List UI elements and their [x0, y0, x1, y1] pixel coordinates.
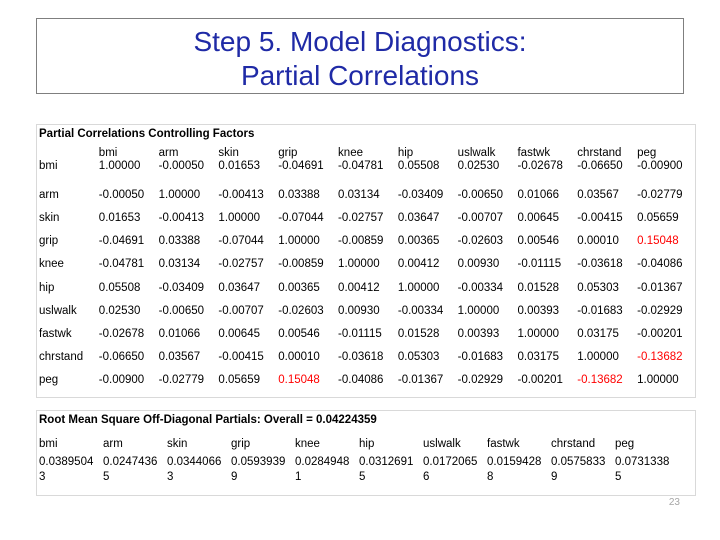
table-cell: -0.00334: [457, 281, 504, 294]
column-header: uslwalk: [457, 147, 496, 159]
table-cell: -0.01367: [637, 281, 683, 294]
table-cell: -0.02757: [338, 211, 384, 224]
table-cell: -0.02603: [457, 235, 504, 248]
table-cell: 0.01653: [218, 160, 260, 172]
rms-value: 0.0247436 5: [103, 456, 158, 483]
corner-cell: [37, 144, 97, 159]
table-cell: -0.00201: [637, 327, 683, 340]
row-label: knee: [39, 258, 64, 271]
table-cell: 0.15048: [637, 235, 679, 248]
table-cell: 0.03567: [158, 351, 201, 364]
table-cell: -0.00413: [218, 188, 264, 201]
table-cell: 0.01066: [517, 188, 560, 201]
table-cell: 1.00000: [637, 374, 679, 387]
rms-column-header: skin: [167, 438, 188, 450]
table-cell: 0.00365: [278, 281, 320, 294]
rms-value: 0.0731338 5: [615, 456, 670, 483]
table-cell: -0.02678: [98, 327, 145, 340]
column-header: peg: [637, 147, 657, 159]
table-cell: 0.00412: [397, 258, 440, 271]
table-cell: -0.01367: [397, 374, 444, 387]
table-row: [37, 159, 695, 183]
table-cell: 0.03647: [218, 281, 260, 294]
table-cell: -0.01115: [338, 327, 382, 340]
table-cell: -0.04691: [278, 160, 324, 172]
table-cell: -0.00900: [637, 160, 683, 172]
table-cell: -0.13682: [577, 374, 623, 387]
table-cell: 0.00546: [278, 327, 320, 340]
table-cell: -0.03409: [397, 188, 444, 201]
table-row: [37, 183, 695, 206]
partial-correlations-heading: Partial Correlations Controlling Factors: [39, 128, 255, 140]
table-cell: 0.03175: [517, 351, 560, 364]
table-cell: -0.00050: [158, 160, 205, 172]
table-cell: -0.02678: [517, 160, 563, 172]
row-label: uslwalk: [39, 304, 77, 317]
table-cell: -0.06650: [98, 351, 145, 364]
table-cell: 0.00010: [577, 235, 619, 248]
table-cell: 0.00930: [338, 304, 380, 317]
table-cell: 1.00000: [98, 160, 141, 172]
table-cell: 0.03388: [158, 235, 201, 248]
rms-column-header: arm: [103, 438, 123, 450]
column-header: grip: [278, 147, 298, 159]
table-cell: 0.00930: [457, 258, 500, 271]
rms-column-header: grip: [231, 438, 251, 450]
column-header-row: [37, 144, 695, 159]
table-cell: -0.01683: [457, 351, 504, 364]
table-cell: -0.13682: [637, 351, 683, 364]
table-cell: -0.06650: [577, 160, 623, 172]
table-cell: -0.02603: [278, 304, 324, 317]
table-cell: 0.01066: [158, 327, 201, 340]
table-cell: 0.00393: [457, 327, 500, 340]
table-cell: -0.04781: [338, 160, 384, 172]
table-cell: -0.02929: [457, 374, 504, 387]
table-cell: 1.00000: [278, 235, 320, 248]
table-cell: 0.03388: [278, 188, 320, 201]
rms-column-header: knee: [295, 438, 320, 450]
table-row: [37, 206, 695, 229]
partial-correlations-table: [37, 144, 695, 392]
table-cell: 0.03175: [577, 327, 619, 340]
table-cell: -0.01683: [577, 304, 623, 317]
table-cell: -0.00415: [577, 211, 623, 224]
rms-column-header: fastwk: [487, 438, 520, 450]
partial-correlations-panel: [36, 124, 696, 398]
rms-table: [37, 430, 677, 485]
table-cell: -0.02757: [218, 258, 264, 271]
page-number: 23: [668, 497, 680, 508]
rms-value: 0.0159428 8: [487, 456, 542, 483]
row-label: fastwk: [39, 327, 72, 340]
table-cell: 0.00365: [397, 235, 440, 248]
rms-column-header: peg: [615, 438, 635, 450]
column-header: skin: [218, 147, 239, 159]
title-line-1: Step 5. Model Diagnostics:: [193, 26, 527, 57]
table-cell: -0.01115: [517, 258, 562, 271]
row-label: skin: [39, 211, 60, 224]
table-cell: 1.00000: [577, 351, 619, 364]
table-cell: 0.05508: [397, 160, 440, 172]
table-cell: -0.00707: [218, 304, 264, 317]
table-cell: 1.00000: [517, 327, 560, 340]
rms-heading: Root Mean Square Off-Diagonal Partials: Overall = 0.04224359: [39, 414, 377, 426]
table-cell: 0.00645: [517, 211, 560, 224]
table-row: [37, 299, 695, 322]
table-cell: -0.00650: [457, 188, 504, 201]
rms-value: 0.0312691 5: [359, 456, 414, 483]
table-row: [37, 253, 695, 276]
table-cell: 0.00393: [517, 304, 560, 317]
table-cell: -0.03618: [577, 258, 623, 271]
rms-value: 0.0172065 6: [423, 456, 478, 483]
table-cell: 0.00645: [218, 327, 260, 340]
table-cell: 0.05659: [218, 374, 260, 387]
table-cell: 0.05303: [577, 281, 619, 294]
table-cell: 0.05659: [637, 211, 679, 224]
table-cell: -0.00650: [158, 304, 205, 317]
column-header: arm: [158, 147, 179, 159]
row-label: chrstand: [39, 351, 84, 364]
table-cell: 0.00010: [278, 351, 320, 364]
row-label: arm: [39, 188, 59, 201]
table-cell: -0.00707: [457, 211, 504, 224]
table-cell: 0.05303: [397, 351, 440, 364]
table-cell: 1.00000: [158, 188, 201, 201]
rms-column-header: bmi: [39, 438, 58, 450]
slide-title: [36, 18, 684, 94]
table-cell: -0.03618: [338, 351, 384, 364]
table-cell: -0.00415: [218, 351, 264, 364]
table-cell: -0.02779: [158, 374, 205, 387]
table-cell: -0.00413: [158, 211, 205, 224]
row-label: bmi: [39, 160, 58, 172]
table-cell: -0.04781: [98, 258, 145, 271]
table-cell: 1.00000: [397, 281, 440, 294]
rms-column-header: hip: [359, 438, 375, 450]
rms-value: 0.0344066 3: [167, 456, 222, 483]
row-label: hip: [39, 281, 55, 294]
rms-values-row: [37, 450, 677, 485]
table-cell: -0.04691: [98, 235, 145, 248]
table-row: [37, 276, 695, 299]
table-cell: 0.01653: [98, 211, 141, 224]
rms-value: 0.0284948 1: [295, 456, 350, 483]
rms-column-header: uslwalk: [423, 438, 461, 450]
rms-value: 0.0389504 3: [39, 456, 94, 483]
table-cell: 0.03567: [577, 188, 619, 201]
table-cell: -0.00859: [338, 235, 384, 248]
table-cell: -0.04086: [637, 258, 683, 271]
rms-value: 0.0575833 9: [551, 456, 606, 483]
table-cell: 0.01528: [517, 281, 560, 294]
table-cell: -0.00859: [278, 258, 324, 271]
table-cell: -0.07044: [218, 235, 264, 248]
table-cell: 0.02530: [98, 304, 141, 317]
table-cell: -0.02929: [637, 304, 683, 317]
table-cell: -0.07044: [278, 211, 324, 224]
table-cell: -0.02779: [637, 188, 683, 201]
column-header: chrstand: [577, 147, 622, 159]
table-cell: -0.00050: [98, 188, 145, 201]
table-cell: 0.02530: [457, 160, 500, 172]
table-row: [37, 369, 695, 392]
rms-value: 0.0593939 9: [231, 456, 286, 483]
row-label: peg: [39, 374, 59, 387]
table-row: [37, 230, 695, 253]
table-row: [37, 322, 695, 345]
row-label: grip: [39, 235, 59, 248]
table-cell: 0.00546: [517, 235, 560, 248]
table-cell: -0.04086: [338, 374, 384, 387]
table-cell: 0.03134: [338, 188, 380, 201]
column-header: bmi: [98, 147, 118, 159]
table-cell: -0.00201: [517, 374, 563, 387]
table-cell: 0.05508: [98, 281, 141, 294]
column-header: hip: [397, 147, 414, 159]
table-cell: -0.00334: [397, 304, 444, 317]
table-cell: 1.00000: [338, 258, 380, 271]
table-cell: 0.00412: [338, 281, 380, 294]
column-header: fastwk: [517, 147, 551, 159]
table-cell: 0.03134: [158, 258, 201, 271]
table-cell: 0.01528: [397, 327, 440, 340]
rms-column-header: chrstand: [551, 438, 596, 450]
rms-panel: [36, 410, 696, 496]
title-line-2: Partial Correlations: [240, 60, 480, 91]
table-cell: 1.00000: [218, 211, 260, 224]
rms-header-row: [37, 430, 677, 450]
table-cell: 0.03647: [397, 211, 440, 224]
table-cell: 0.15048: [278, 374, 320, 387]
column-header: knee: [338, 147, 363, 159]
table-cell: -0.03409: [158, 281, 205, 294]
table-cell: -0.00900: [98, 374, 145, 387]
table-row: [37, 346, 695, 369]
table-cell: 1.00000: [457, 304, 500, 317]
